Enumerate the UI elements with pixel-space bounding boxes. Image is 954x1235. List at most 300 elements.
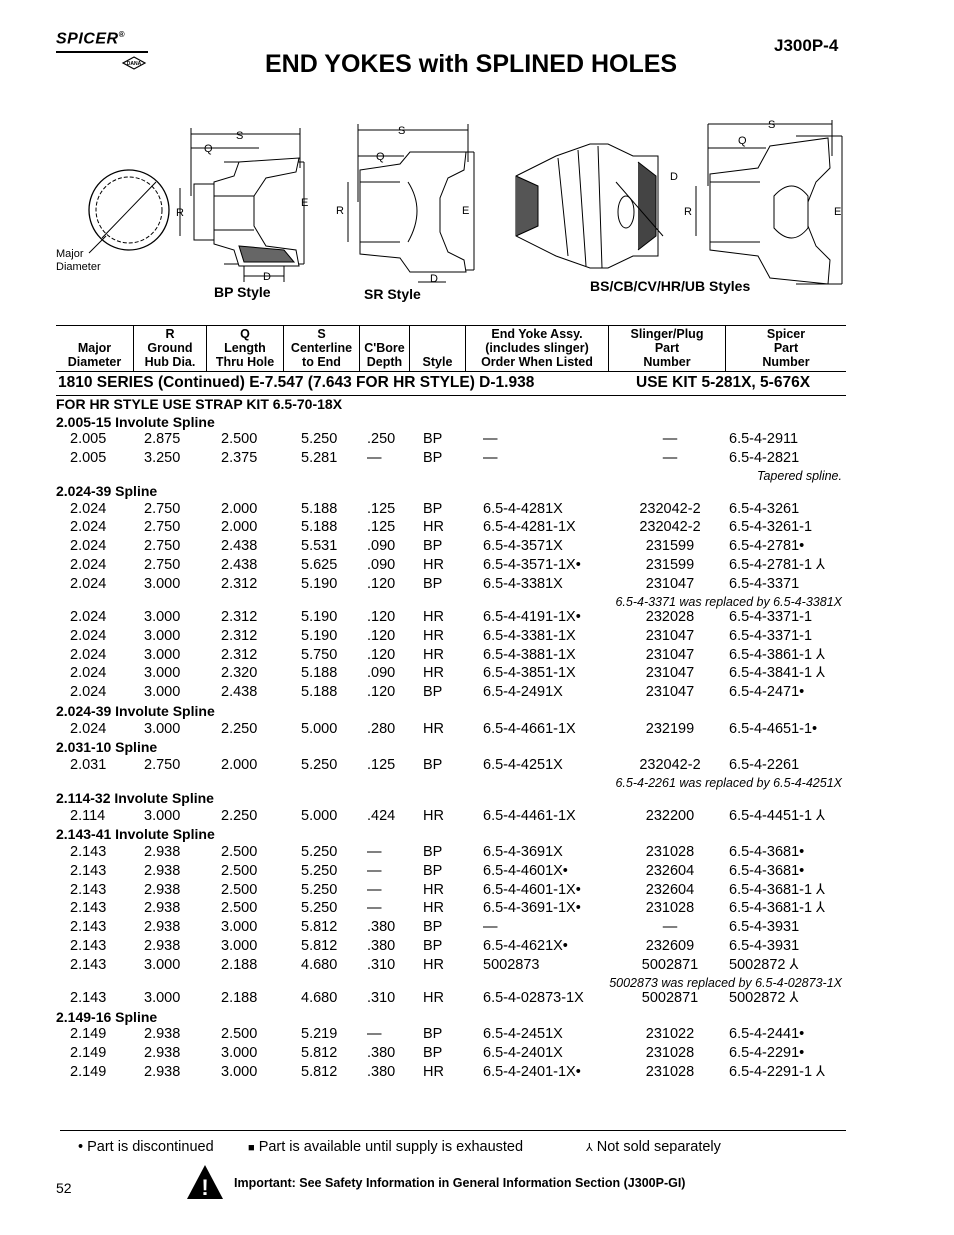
cell-major-diameter: 2.031	[70, 756, 107, 773]
cell-major-diameter: 2.143	[70, 937, 107, 954]
cell-major-diameter: 2.005	[70, 431, 107, 447]
cell-cbore-depth: .090	[367, 538, 396, 555]
cell-ground-hub-dia: 2.938	[144, 843, 181, 860]
cell-centerline-to-end: 5.250	[301, 756, 338, 773]
cell-centerline-to-end: 5.812	[301, 1045, 338, 1062]
cell-spicer-part-number: 6.5-4-2261	[729, 756, 800, 773]
page-title: END YOKES with SPLINED HOLES	[265, 50, 678, 78]
cell-style: HR	[423, 609, 444, 626]
cell-cbore-depth: .120	[367, 646, 396, 663]
cell-major-diameter: 2.024	[70, 556, 107, 573]
cell-centerline-to-end: 5.750	[301, 646, 338, 663]
cell-style: HR	[423, 900, 444, 917]
warning-icon	[186, 1163, 224, 1201]
cell-length-thru-hole: 2.438	[221, 556, 258, 573]
cell-major-diameter: 2.114	[70, 807, 106, 824]
col-ground-hub-dia: R Ground Hub Dia.	[133, 326, 206, 371]
cell-slinger-plug-number: 5002871	[641, 956, 699, 973]
cell-ground-hub-dia: 2.875	[144, 431, 181, 447]
svg-text:Q: Q	[204, 143, 213, 155]
cell-end-yoke-assy: 6.5-4-4191-1X•	[483, 609, 581, 626]
cell-cbore-depth: .120	[367, 684, 396, 701]
cell-ground-hub-dia: 3.000	[144, 956, 181, 973]
cell-ground-hub-dia: 3.000	[144, 665, 181, 682]
table-row	[56, 900, 846, 919]
cell-cbore-depth: .380	[367, 937, 396, 954]
cell-length-thru-hole: 2.250	[221, 807, 258, 824]
cell-cbore-depth: .090	[367, 665, 396, 682]
cell-ground-hub-dia: 2.938	[144, 862, 181, 879]
cell-slinger-plug-number: —	[662, 449, 678, 466]
cell-slinger-plug-number: 231599	[645, 556, 695, 573]
cell-ground-hub-dia: 3.000	[144, 646, 181, 663]
cell-centerline-to-end: 5.000	[301, 720, 338, 737]
cell-length-thru-hole: 2.188	[221, 990, 258, 1007]
table-row	[56, 501, 846, 520]
subheading-row	[56, 414, 846, 432]
cell-major-diameter: 2.024	[70, 575, 107, 592]
cell-style: BP	[423, 575, 443, 592]
cell-major-diameter: 2.024	[70, 609, 107, 626]
svg-text:E: E	[834, 206, 842, 218]
cell-spicer-part-number: 6.5-4-2911	[729, 431, 799, 447]
svg-text:E: E	[301, 197, 309, 209]
cell-centerline-to-end: 5.250	[301, 900, 338, 917]
cell-cbore-depth: .125	[367, 756, 396, 773]
cell-style: BP	[423, 862, 443, 879]
cell-slinger-plug-number: 231047	[645, 646, 695, 663]
cell-end-yoke-assy: 6.5-4-4661-1X	[483, 720, 576, 737]
cell-ground-hub-dia: 3.000	[144, 609, 181, 626]
cell-slinger-plug-number: 232042-2	[639, 500, 701, 517]
cell-style: BP	[423, 1026, 443, 1043]
cell-major-diameter: 2.024	[70, 665, 107, 682]
cell-centerline-to-end: 5.190	[301, 627, 338, 644]
cell-spicer-part-number: 6.5-4-2781•	[729, 538, 805, 555]
subheading-row	[56, 1009, 846, 1027]
cell-ground-hub-dia: 2.938	[144, 881, 181, 898]
svg-text:D: D	[430, 273, 438, 285]
table-row	[56, 938, 846, 957]
series-title: 1810 SERIES (Continued) E-7.547 (7.643 FOR HR STYLE) D-1.938	[58, 374, 535, 391]
cell-cbore-depth: .125	[367, 500, 396, 517]
cell-end-yoke-assy: 6.5-4-3381-1X	[483, 627, 576, 644]
cell-major-diameter: 2.024	[70, 720, 107, 737]
cell-length-thru-hole: 2.312	[221, 609, 258, 626]
cell-slinger-plug-number: 231028	[645, 1045, 695, 1062]
svg-text:D: D	[670, 171, 678, 183]
cell-length-thru-hole: 2.500	[221, 843, 258, 860]
cell-end-yoke-assy: 6.5-4-4251X	[483, 756, 563, 773]
col-end-yoke-assy: End Yoke Assy. (includes slinger) Order When Listed	[465, 326, 608, 371]
cell-centerline-to-end: 5.250	[301, 431, 338, 447]
hr-styles-drawing	[498, 116, 846, 298]
cell-spicer-part-number: 5002872 ⅄	[729, 956, 799, 973]
cell-end-yoke-assy: 6.5-4-2401X	[483, 1045, 563, 1062]
cell-ground-hub-dia: 2.938	[144, 1026, 181, 1043]
cell-spicer-part-number: 6.5-4-2291-1 ⅄	[729, 1063, 825, 1080]
col-length-thru-hole: Q Length Thru Hole	[206, 326, 283, 371]
cell-slinger-plug-number: 231028	[645, 843, 695, 860]
table-row	[56, 882, 846, 901]
subheading-row	[56, 703, 846, 721]
subheading-text: 2.143-41 Involute Spline	[56, 826, 215, 843]
subheading-text: 2.114-32 Involute Spline	[56, 790, 214, 807]
cell-style: HR	[423, 990, 444, 1007]
sr-style-label: SR Style	[364, 286, 421, 302]
cell-major-diameter: 2.024	[70, 646, 107, 663]
cell-length-thru-hole: 2.312	[221, 646, 258, 663]
table-row	[56, 1026, 846, 1045]
document-code: J300P-4	[774, 36, 839, 55]
cell-cbore-depth: —	[367, 881, 382, 898]
cell-spicer-part-number: 6.5-4-2821	[729, 449, 800, 466]
table-row	[56, 684, 846, 703]
table-row	[56, 1045, 846, 1064]
cell-centerline-to-end: 5.250	[301, 881, 338, 898]
svg-text:R: R	[176, 207, 184, 219]
cell-length-thru-hole: 3.000	[221, 1045, 258, 1062]
cell-slinger-plug-number: 231028	[645, 900, 695, 917]
cell-slinger-plug-number: 232604	[645, 862, 695, 879]
cell-cbore-depth: —	[367, 900, 382, 917]
cell-cbore-depth: —	[367, 449, 382, 466]
logo-text: SPICER®	[56, 30, 125, 48]
cell-slinger-plug-number: 231047	[645, 665, 695, 682]
table-row	[56, 957, 846, 976]
cell-cbore-depth: .120	[367, 627, 396, 644]
cell-style: HR	[423, 646, 444, 663]
cell-ground-hub-dia: 2.750	[144, 756, 181, 773]
cell-ground-hub-dia: 3.000	[144, 720, 181, 737]
cell-centerline-to-end: 5.625	[301, 556, 338, 573]
cell-spicer-part-number: 6.5-4-3841-1 ⅄	[729, 665, 825, 682]
cell-cbore-depth: .280	[367, 720, 396, 737]
bp-style-label: BP Style	[214, 284, 271, 300]
cell-slinger-plug-number: 232028	[645, 609, 695, 626]
svg-text:!: !	[201, 1175, 209, 1200]
cell-major-diameter: 2.149	[70, 1045, 107, 1062]
cell-slinger-plug-number: 231022	[645, 1026, 695, 1043]
cell-style: HR	[423, 807, 444, 824]
subheading-row	[56, 826, 846, 844]
cell-end-yoke-assy: 6.5-4-2451X	[483, 1026, 563, 1043]
cell-slinger-plug-number: 231047	[645, 627, 695, 644]
cell-slinger-plug-number: —	[662, 431, 678, 447]
subheading-row	[56, 396, 846, 414]
table-row	[56, 628, 846, 647]
cell-cbore-depth: .380	[367, 1063, 396, 1080]
cell-length-thru-hole: 2.438	[221, 538, 258, 555]
cell-major-diameter: 2.024	[70, 500, 107, 517]
cell-ground-hub-dia: 3.250	[144, 449, 181, 466]
cell-length-thru-hole: 2.320	[221, 665, 258, 682]
cell-style: BP	[423, 919, 443, 936]
table-row	[56, 990, 846, 1009]
cell-centerline-to-end: 5.188	[301, 684, 338, 701]
cell-major-diameter: 2.024	[70, 684, 107, 701]
cell-centerline-to-end: 5.188	[301, 519, 338, 536]
cell-spicer-part-number: 6.5-4-3681•	[729, 862, 805, 879]
col-spicer-part: Spicer Part Number	[725, 326, 846, 371]
cell-spicer-part-number: 6.5-4-2441•	[729, 1026, 805, 1043]
cell-end-yoke-assy: 5002873	[483, 956, 540, 973]
cell-spicer-part-number: 6.5-4-2781-1 ⅄	[729, 556, 825, 573]
cell-style: HR	[423, 956, 444, 973]
cell-length-thru-hole: 2.188	[221, 956, 258, 973]
legend-supply-exhausted: ■ Part is available until supply is exhausted	[248, 1139, 524, 1155]
cell-style: BP	[423, 538, 443, 555]
col-major-diameter: Major Diameter	[67, 341, 122, 369]
cell-spicer-part-number: 6.5-4-3931	[729, 937, 800, 954]
col-slinger-plug: Slinger/Plug Part Number	[608, 326, 725, 371]
cell-major-diameter: 2.143	[70, 919, 107, 936]
cell-major-diameter: 2.024	[70, 627, 107, 644]
table-row	[56, 808, 846, 827]
cell-end-yoke-assy: 6.5-4-3571X	[483, 538, 563, 555]
cell-slinger-plug-number: 5002871	[641, 990, 699, 1007]
cell-ground-hub-dia: 2.938	[144, 900, 181, 917]
cell-style: BP	[423, 431, 443, 447]
cell-length-thru-hole: 3.000	[221, 919, 258, 936]
note-row	[56, 976, 846, 991]
cell-end-yoke-assy: 6.5-4-4461-1X	[483, 807, 576, 824]
table-row	[56, 844, 846, 863]
cell-length-thru-hole: 2.500	[221, 1026, 258, 1043]
cell-ground-hub-dia: 2.938	[144, 919, 181, 936]
svg-text:Q: Q	[738, 135, 747, 147]
cell-length-thru-hole: 2.312	[221, 575, 258, 592]
cell-end-yoke-assy: 6.5-4-3851-1X	[483, 665, 576, 682]
cell-length-thru-hole: 2.500	[221, 862, 258, 879]
table-body	[56, 396, 846, 1083]
subheading-text: 2.005-15 Involute Spline	[56, 413, 215, 430]
note-row	[56, 595, 846, 610]
cell-cbore-depth: .120	[367, 609, 396, 626]
cell-style: HR	[423, 1063, 444, 1080]
cell-end-yoke-assy: —	[483, 431, 498, 447]
cell-cbore-depth: .120	[367, 575, 396, 592]
cell-major-diameter: 2.143	[70, 900, 107, 917]
subheading-text: FOR HR STYLE USE STRAP KIT 6.5-70-18X	[56, 396, 343, 412]
table-row	[56, 757, 846, 776]
cell-style: BP	[423, 843, 443, 860]
sr-style-drawing	[330, 122, 480, 298]
cell-ground-hub-dia: 2.750	[144, 538, 181, 555]
safety-note: Important: See Safety Information in General Information Section (J300P-GI)	[234, 1176, 686, 1190]
cell-length-thru-hole: 2.375	[221, 449, 258, 466]
cell-spicer-part-number: 5002872 ⅄	[729, 990, 799, 1007]
series-heading	[56, 372, 846, 396]
cell-ground-hub-dia: 3.000	[144, 627, 181, 644]
cell-slinger-plug-number: 232604	[645, 881, 695, 898]
table-row	[56, 863, 846, 882]
svg-text:DANA: DANA	[126, 61, 142, 67]
cell-major-diameter: 2.024	[70, 519, 107, 536]
cell-centerline-to-end: 4.680	[301, 990, 338, 1007]
cell-major-diameter: 2.143	[70, 881, 107, 898]
cell-centerline-to-end: 5.250	[301, 843, 338, 860]
svg-text:R: R	[684, 206, 692, 218]
cell-slinger-plug-number: 232200	[645, 807, 695, 824]
cell-centerline-to-end: 5.812	[301, 919, 338, 936]
table-row	[56, 609, 846, 628]
page-number: 52	[56, 1180, 72, 1196]
cell-style: BP	[423, 937, 443, 954]
subheading-row	[56, 790, 846, 808]
cell-ground-hub-dia: 3.000	[144, 575, 181, 592]
cell-style: BP	[423, 500, 443, 517]
cell-style: HR	[423, 881, 444, 898]
cell-style: HR	[423, 519, 444, 536]
spicer-logo	[56, 30, 152, 74]
cell-slinger-plug-number: 231047	[645, 684, 695, 701]
table-header	[56, 325, 846, 372]
cell-spicer-part-number: 6.5-4-3261	[729, 500, 800, 517]
major-diameter-callout: Major Diameter	[56, 248, 101, 273]
cell-end-yoke-assy: 6.5-4-02873-1X	[483, 990, 584, 1007]
cell-spicer-part-number: 6.5-4-3261-1	[729, 519, 813, 536]
cell-cbore-depth: .125	[367, 519, 396, 536]
cell-end-yoke-assy: —	[483, 449, 498, 466]
cell-centerline-to-end: 5.250	[301, 862, 338, 879]
cell-style: BP	[423, 1045, 443, 1062]
cell-length-thru-hole: 2.000	[221, 756, 258, 773]
cell-end-yoke-assy: 6.5-4-3571-1X•	[483, 556, 581, 573]
cell-slinger-plug-number: —	[662, 919, 678, 936]
cell-cbore-depth: —	[367, 862, 382, 879]
cell-slinger-plug-number: 232609	[645, 937, 695, 954]
logo-rule	[56, 51, 148, 53]
cell-length-thru-hole: 2.250	[221, 720, 258, 737]
cell-spicer-part-number: 6.5-4-4651-1•	[729, 720, 818, 737]
cell-spicer-part-number: 6.5-4-3681•	[729, 843, 805, 860]
cell-length-thru-hole: 2.000	[221, 519, 258, 536]
table-row	[56, 647, 846, 666]
cell-end-yoke-assy: 6.5-4-3691X	[483, 843, 563, 860]
legend-discontinued: • Part is discontinued	[78, 1139, 214, 1155]
cell-ground-hub-dia: 2.750	[144, 556, 181, 573]
cell-spicer-part-number: 6.5-4-2471•	[729, 684, 805, 701]
table-row	[56, 519, 846, 538]
cell-style: BP	[423, 449, 443, 466]
cell-cbore-depth: .310	[367, 956, 396, 973]
table-row	[56, 538, 846, 557]
cell-major-diameter: 2.024	[70, 538, 107, 555]
cell-centerline-to-end: 5.281	[301, 449, 338, 466]
cell-style: BP	[423, 684, 443, 701]
table-row	[56, 1064, 846, 1083]
cell-slinger-plug-number: 232042-2	[639, 756, 701, 773]
cell-cbore-depth: .250	[367, 431, 396, 447]
cell-style: HR	[423, 556, 444, 573]
svg-text:S: S	[768, 119, 776, 131]
cell-end-yoke-assy: 6.5-4-3381X	[483, 575, 563, 592]
svg-text:R: R	[336, 205, 344, 217]
table-row	[56, 431, 846, 450]
cell-centerline-to-end: 4.680	[301, 956, 338, 973]
col-style: Style	[409, 326, 465, 371]
subheading-row	[56, 483, 846, 501]
cell-major-diameter: 2.143	[70, 843, 107, 860]
cell-centerline-to-end: 5.190	[301, 575, 338, 592]
cell-length-thru-hole: 2.500	[221, 431, 258, 447]
svg-text:D: D	[263, 271, 271, 283]
cell-major-diameter: 2.149	[70, 1026, 107, 1043]
cell-slinger-plug-number: 231599	[645, 538, 695, 555]
cell-style: BP	[423, 756, 443, 773]
svg-text:Q: Q	[376, 151, 385, 163]
note-row	[56, 776, 846, 791]
cell-end-yoke-assy: 6.5-4-4281-1X	[483, 519, 576, 536]
figure-sr-style	[330, 122, 480, 302]
note-text: Tapered spline.	[756, 468, 842, 483]
cell-centerline-to-end: 5.188	[301, 665, 338, 682]
cell-major-diameter: 2.143	[70, 956, 107, 973]
cell-cbore-depth: .310	[367, 990, 396, 1007]
subheading-text: 2.031-10 Spline	[56, 739, 158, 756]
cell-cbore-depth: .090	[367, 556, 396, 573]
col-centerline-to-end: S Centerline to End	[283, 326, 359, 371]
cell-length-thru-hole: 3.000	[221, 937, 258, 954]
subheading-text: 2.149-16 Spline	[56, 1008, 158, 1025]
col-cbore-depth: C'Bore Depth	[359, 326, 409, 371]
cell-ground-hub-dia: 2.938	[144, 937, 181, 954]
cell-spicer-part-number: 6.5-4-3371-1	[729, 627, 813, 644]
svg-text:S: S	[236, 130, 244, 142]
cell-slinger-plug-number: 231047	[645, 575, 695, 592]
cell-end-yoke-assy: 6.5-4-4601-1X•	[483, 881, 581, 898]
cell-length-thru-hole: 2.000	[221, 500, 258, 517]
legend	[60, 1130, 846, 1155]
cell-major-diameter: 2.143	[70, 862, 107, 879]
note-text: 5002873 was replaced by 6.5-4-02873-1X	[609, 975, 842, 990]
cell-end-yoke-assy: 6.5-4-3881-1X	[483, 646, 576, 663]
cell-spicer-part-number: 6.5-4-3861-1 ⅄	[729, 646, 825, 663]
cell-ground-hub-dia: 2.750	[144, 500, 181, 517]
cell-major-diameter: 2.005	[70, 449, 107, 466]
cell-ground-hub-dia: 3.000	[144, 990, 181, 1007]
cell-end-yoke-assy: 6.5-4-2401-1X•	[483, 1063, 581, 1080]
cell-end-yoke-assy: 6.5-4-4601X•	[483, 862, 568, 879]
cell-end-yoke-assy: 6.5-4-3691-1X•	[483, 900, 581, 917]
table-row	[56, 450, 846, 469]
svg-text:E: E	[462, 205, 470, 217]
cell-cbore-depth: —	[367, 843, 382, 860]
cell-spicer-part-number: 6.5-4-4451-1 ⅄	[729, 807, 825, 824]
cell-slinger-plug-number: 232199	[645, 720, 695, 737]
table-row	[56, 576, 846, 595]
cell-slinger-plug-number: 232042-2	[639, 519, 701, 536]
cell-spicer-part-number: 6.5-4-3371-1	[729, 609, 813, 626]
cell-spicer-part-number: 6.5-4-3931	[729, 919, 800, 936]
cell-ground-hub-dia: 2.938	[144, 1045, 181, 1062]
figure-hr-styles	[498, 116, 846, 298]
cell-major-diameter: 2.149	[70, 1063, 107, 1080]
note-row	[56, 469, 846, 484]
cell-ground-hub-dia: 3.000	[144, 807, 181, 824]
cell-centerline-to-end: 5.190	[301, 609, 338, 626]
cell-end-yoke-assy: 6.5-4-4281X	[483, 500, 563, 517]
table-row	[56, 665, 846, 684]
cell-end-yoke-assy: 6.5-4-2491X	[483, 684, 563, 701]
cell-length-thru-hole: 2.438	[221, 684, 258, 701]
cell-end-yoke-assy: 6.5-4-4621X•	[483, 937, 568, 954]
cell-ground-hub-dia: 2.938	[144, 1063, 181, 1080]
cell-length-thru-hole: 2.500	[221, 900, 258, 917]
hr-styles-label: BS/CB/CV/HR/UB Styles	[590, 278, 751, 294]
legend-not-sold-separately: ⅄ Not sold separately	[586, 1139, 721, 1155]
